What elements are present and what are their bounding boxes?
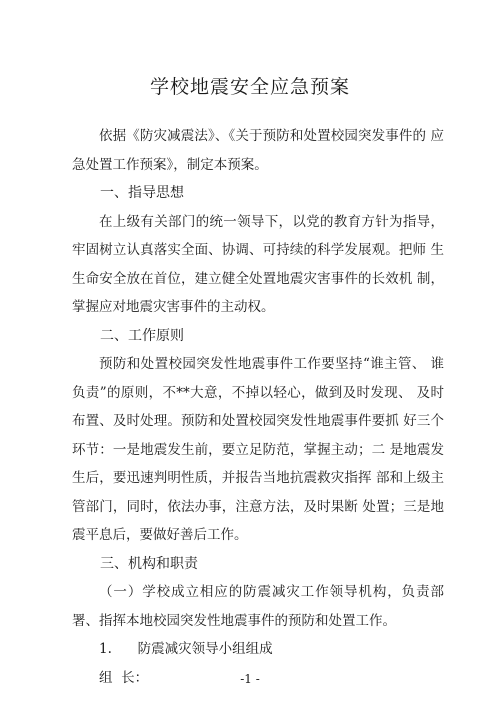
page-title: 学校地震安全应急预案 <box>149 76 350 98</box>
section-paragraph: 在上级有关部门的统一领导下，以党的教育方针为指导，牢固树立认真落实全面、协调、可持续的科学发展观。把师 生生命安全放在首位，建立健全处置地震灾害事件的长效机 制，掌握应对地震灾害事件的主动权。 <box>72 213 444 315</box>
page-number: -1 - <box>240 672 260 686</box>
section-heading-organization: 三、机构和职责 <box>100 555 198 572</box>
list-item: 1. 防震减灾领导小组组成 <box>99 641 273 657</box>
section-paragraph: 预防和处置校园突发性地震事件工作要坚持“谁主管、 谁负责”的原则，不**大意，不掉以轻心，做到及时发现、 及时布置、及时处理。预防和处置校园突发性地震事件要抓 好三个环节：一是地震发生前，要立足防范，掌握主动；二 是地震发生后，要迅速判明性质，并报告当地抗震救灾指挥 部和上级主管部门，同时，依法办事，注意方法，及时果断 处置；三是地震平息后，要做好善后工作。 <box>72 356 444 543</box>
section-heading-work-principles: 二、工作原则 <box>100 327 184 344</box>
leader-line: 组 长： <box>99 669 149 686</box>
intro-paragraph: 依据《防灾减震法》、《关于预防和处置校园突发事件的 应急处置工作预案》，制定本预案。 <box>72 128 444 173</box>
section-heading-guiding-ideology: 一、指导思想 <box>100 185 184 201</box>
section-paragraph: （一）学校成立相应的防震减灾工作领导机构，负责部 署、指挥本地校园突发性地震事件的预防和处置工作。 <box>72 584 444 629</box>
document-body <box>72 122 444 692</box>
